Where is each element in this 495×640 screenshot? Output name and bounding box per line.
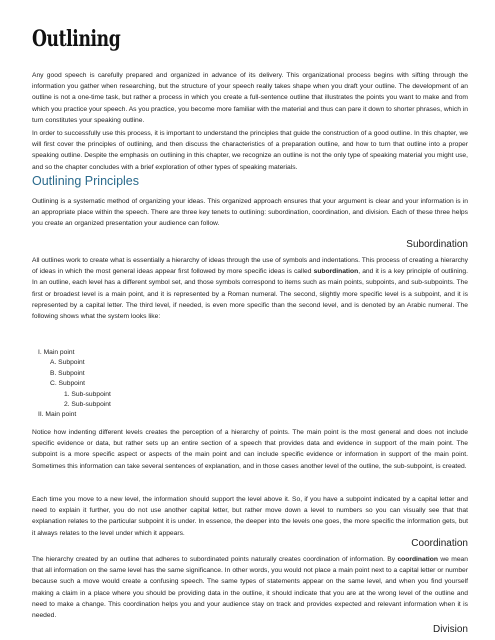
principles-paragraph: Outlining is a systematic method of organizing your ideas. This organized approach ensures that your argument is clear and your information is in an appropriate place within the speech. There are three key tenets to outlining: subordination, coordination, and division. Each of these three helps you create an organized presentation your audience can follow. xyxy=(32,198,468,228)
outline-item: 2. Sub-subpoint xyxy=(64,401,111,409)
term-coordination: coordination xyxy=(397,556,438,563)
subheading-subordination: Subordination xyxy=(406,239,468,250)
subheading-division: Division xyxy=(432,624,468,635)
subordination-paragraph-3: Each time you move to a new level, the information should support the level above it. So, if you have a subpoint indicated by a capital letter and need to explain it further, you do not use another capital letter, but rather move down a level to numbers so you can visually see that that explanation relates to the particular subpoint it is under. In essence, the deeper into the levels one goes, the more specific the information gets, but it always relates to the level under which it appears. xyxy=(32,496,468,537)
coordination-paragraph xyxy=(32,554,468,621)
outline-example xyxy=(38,348,111,421)
term-subordination: subordination xyxy=(313,268,359,276)
outline-item: I. Main point xyxy=(38,349,75,356)
intro-paragraph-2: In order to successfully use this process, it is important to understand the principles that guide the construction of a good outline. In this chapter, we will first cover the principles of outlining, and then discuss the characteristics of a preparation outline, and how to turn that outline into a proper speaking outline. Despite the emphasis on outlining in this chapter, we recognize an outline is not the only type of speaking material you might use, and so the chapter concludes with a brief exploration of other types of speaking materials. xyxy=(32,130,468,171)
subordination-text-a: All outlines work to create what is essentially a hierarchy of ideas through the use of symbols and indentations. This process of creating a hierarchy of ideas in which the most general ideas appear first followed by more specific ideas is called xyxy=(32,257,468,276)
page-title: Outlining xyxy=(32,26,121,52)
subordination-paragraph-2: Notice how indenting different levels creates the perception of a hierarchy of points. The main point is the most general and does not include specific evidence or data, but rather sets up an entire section of a speech that provides data and evidence in support of the main point. The subpoint is a more specific aspect or aspects of the main point and can include specific evidence or information in support of the main point. Sometimes this information can take several sentences of explanation, and in those cases another level of the outline, the sub-subpoint, is created. xyxy=(32,429,468,470)
outline-item: A. Subpoint xyxy=(50,359,85,367)
subordination-paragraph-1 xyxy=(32,255,468,322)
outline-item: 1. Sub-subpoint xyxy=(64,390,111,398)
outline-item: B. Subpoint xyxy=(50,369,85,377)
outline-item: C. Subpoint xyxy=(50,380,85,388)
subheading-coordination: Coordination xyxy=(411,538,468,549)
coordination-text-b: we mean that all information on the same level has the same significance. In other words, you would not place a main point next to a capital letter or number because such a move would create a confusing speech. The same types of statements appear on the same level, and when you find yourself making a claim in a place where you should be providing data in the outline, it should indicate that you are at the wrong level of the outline and need to make a change. This coordination helps you and your audience stay on track and provides expected and relevant information when it is needed. xyxy=(32,556,468,620)
section-heading-outlining-principles: Outlining Principles xyxy=(32,174,139,188)
outline-item: II. Main point xyxy=(38,411,77,419)
coordination-text-a: The hierarchy created by an outline that adheres to subordinated points naturally creates coordination of information. By xyxy=(32,556,398,563)
subordination-text-b: , and it is a key principle of outlining. In an outline, each level has a different symbol set, and those symbols correspond to items such as main points, subpoints, and sub-subpoints. The first or broadest level is a main point, and it is represented by a Roman numeral. The second, slightly more specific level is a subpoint, and it is represented by a capital letter. The third level, if needed, is even more specific than the second level, and is denoted by an Arabic numeral. The following shows what the system looks like: xyxy=(32,268,469,321)
intro-paragraph-1: Any good speech is carefully prepared and organized in advance of its delivery. This organizational process begins with sifting through the information you gather when researching, but the structure of your speech really takes shape when you draft your outline. The development of an outline is not a one-time task, but rather a process in which you create a full-sentence outline that illustrates the points you want to make and from which you practice your speech. As you practice, you become more familiar with the material and thus can pare it down to shorter phrases, which in turn constitutes your speaking outline. xyxy=(32,72,468,124)
